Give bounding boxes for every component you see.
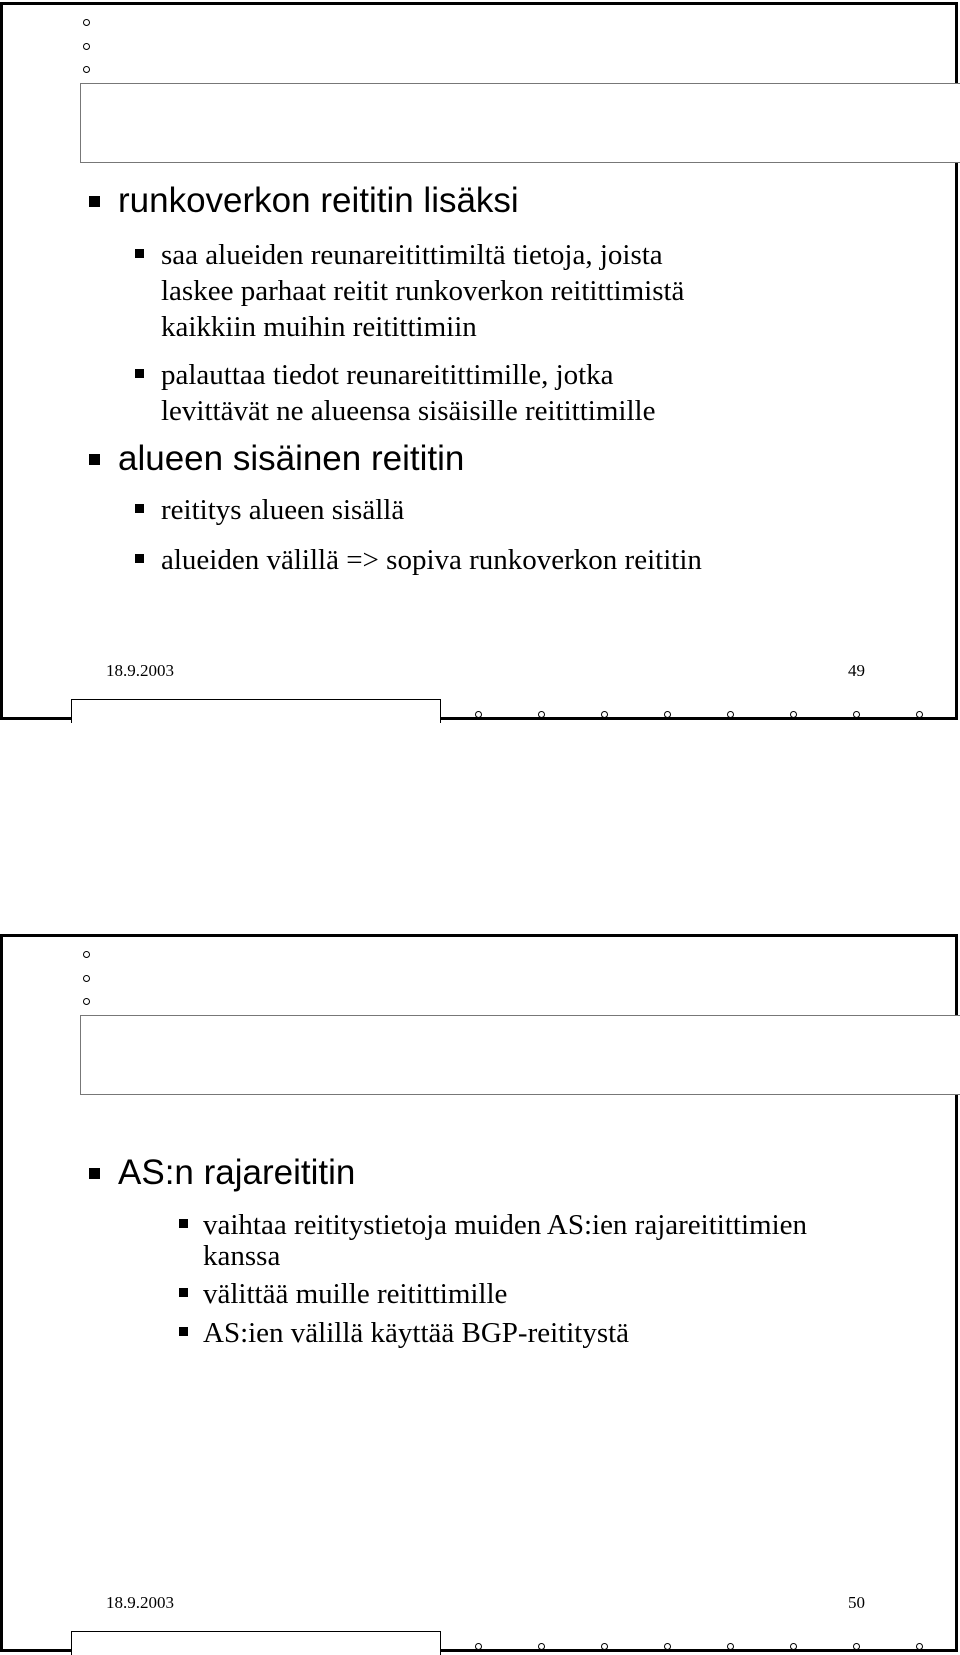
page-number: 50 xyxy=(848,1593,865,1612)
decor-circle-icon xyxy=(83,975,90,982)
decor-circle-icon xyxy=(853,1643,860,1650)
decor-circle-icon xyxy=(916,1643,923,1650)
decor-circle-icon xyxy=(83,19,90,26)
bullet-level1: AS:n rajareititin xyxy=(118,1153,356,1192)
bullet-level2: reititys alueen sisällä xyxy=(161,494,405,526)
decor-circle-icon xyxy=(664,1643,671,1650)
decor-circle-icon xyxy=(664,711,671,718)
bullet-level2: palauttaa tiedot reunareitittimille, jotka xyxy=(161,359,614,391)
bullet-level2: AS:ien välillä käyttää BGP-reititystä xyxy=(203,1317,630,1349)
decor-circle-icon xyxy=(475,711,482,718)
square-bullet-icon xyxy=(135,249,144,258)
footer-date: 18.9.2003 xyxy=(106,661,174,680)
title-placeholder xyxy=(80,83,960,163)
decor-circle-icon xyxy=(83,66,90,73)
decor-circle-icon xyxy=(916,711,923,718)
decor-circle-icon xyxy=(538,1643,545,1650)
square-bullet-icon xyxy=(89,1168,100,1179)
bullet-level2: saa alueiden reunareitittimiltä tietoja, joista xyxy=(161,239,663,271)
bullet-level2: välittää muille reitittimille xyxy=(203,1278,508,1310)
footer-box xyxy=(71,699,441,723)
page-number: 49 xyxy=(848,661,865,680)
square-bullet-icon xyxy=(89,454,100,465)
decor-circle-icon xyxy=(727,1643,734,1650)
bullet-continuation: kanssa xyxy=(203,1240,281,1272)
bullet-continuation: kaikkiin muihin reitittimiin xyxy=(161,311,477,343)
decor-circle-icon xyxy=(601,1643,608,1650)
square-bullet-icon xyxy=(179,1219,188,1228)
decor-circle-icon xyxy=(727,711,734,718)
bullet-level1: runkoverkon reititin lisäksi xyxy=(118,181,519,220)
square-bullet-icon xyxy=(135,369,144,378)
slide-49 xyxy=(0,2,958,720)
bullet-level2: alueiden välillä => sopiva runkoverkon reititin xyxy=(161,544,702,576)
bullet-continuation: laskee parhaat reitit runkoverkon reitittimistä xyxy=(161,275,685,307)
decor-circle-icon xyxy=(83,951,90,958)
decor-circle-icon xyxy=(83,43,90,50)
footer-date: 18.9.2003 xyxy=(106,1593,174,1612)
bullet-continuation: levittävät ne alueensa sisäisille reitittimille xyxy=(161,395,656,427)
decor-circle-icon xyxy=(538,711,545,718)
square-bullet-icon xyxy=(179,1288,188,1297)
bullet-level2: vaihtaa reititystietoja muiden AS:ien rajareitittimien xyxy=(203,1209,808,1241)
square-bullet-icon xyxy=(179,1327,188,1336)
bullet-level1: alueen sisäinen reititin xyxy=(118,439,465,478)
square-bullet-icon xyxy=(135,554,144,563)
title-placeholder xyxy=(80,1015,960,1095)
square-bullet-icon xyxy=(135,504,144,513)
footer-box xyxy=(71,1631,441,1655)
square-bullet-icon xyxy=(89,196,100,207)
decor-circle-icon xyxy=(790,1643,797,1650)
slide-50 xyxy=(0,934,958,1652)
decor-circle-icon xyxy=(475,1643,482,1650)
decor-circle-icon xyxy=(601,711,608,718)
decor-circle-icon xyxy=(790,711,797,718)
decor-circle-icon xyxy=(83,998,90,1005)
decor-circle-icon xyxy=(853,711,860,718)
